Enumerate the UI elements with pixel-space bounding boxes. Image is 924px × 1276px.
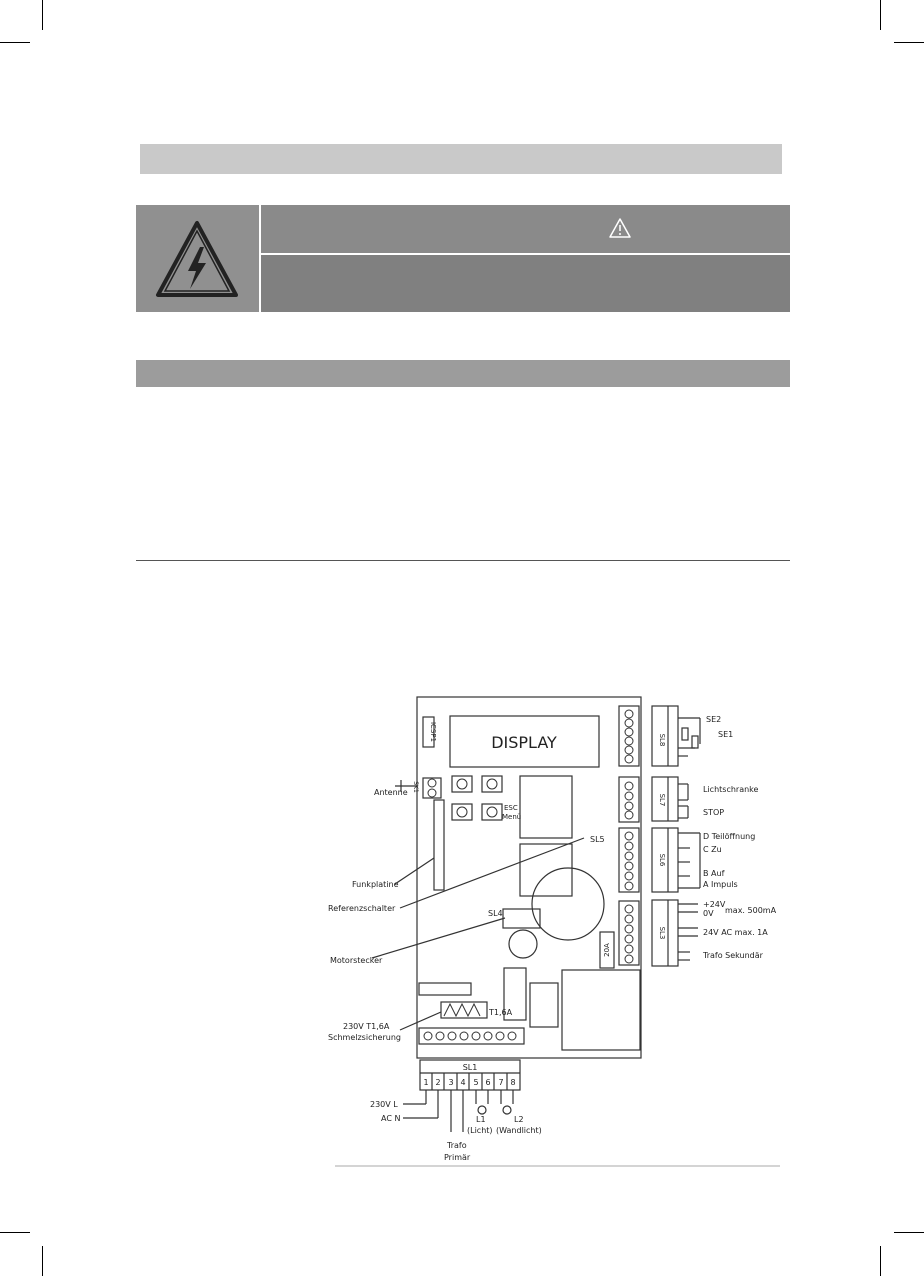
sl5-label: SL5	[590, 835, 605, 844]
warning-title-cell	[261, 205, 790, 253]
max500-label: max. 500mA	[725, 906, 777, 915]
antenna-label: Antenne	[374, 788, 408, 797]
l2-label: L2	[514, 1115, 524, 1124]
sk1-label: SK1	[412, 781, 419, 793]
sl1-pin: 4	[460, 1078, 466, 1087]
ac24-label: 24V AC max. 1A	[703, 928, 768, 937]
impuls-label: A Impuls	[703, 880, 738, 889]
crop-mark	[42, 0, 43, 30]
connector-sl3-label: SL3	[658, 926, 666, 940]
licht-label: (Licht)	[467, 1126, 493, 1135]
funkplatine-label: Funkplatine	[352, 880, 399, 889]
display-label: DISPLAY	[491, 733, 557, 752]
sl1-pin: 3	[448, 1078, 454, 1087]
l-230v-label: 230V L	[370, 1100, 398, 1109]
sl1-pin: 8	[510, 1078, 516, 1087]
sl1-pin: 5	[473, 1078, 479, 1087]
trafo-label: Trafo	[447, 1141, 467, 1150]
crop-mark	[894, 1232, 924, 1233]
crop-mark	[0, 1232, 30, 1233]
stop-label: STOP	[703, 808, 725, 817]
fuse-20a-label: 20A	[603, 943, 611, 957]
crop-mark	[42, 1246, 43, 1276]
sl1-pin: 1	[423, 1078, 429, 1087]
warning-text-cell	[261, 255, 790, 312]
warning-triangle-icon	[608, 217, 632, 239]
crop-mark	[894, 42, 924, 43]
header-band	[140, 144, 782, 174]
l1-label: L1	[476, 1115, 486, 1124]
high-voltage-icon	[136, 205, 259, 312]
zero-v-label: 0V	[703, 909, 714, 918]
se1-label: SE1	[718, 730, 734, 739]
crop-mark	[0, 42, 30, 43]
warning-icon-cell	[136, 205, 259, 312]
t16a-label: T1,6A	[489, 1008, 513, 1017]
separator-line	[136, 560, 790, 561]
wiring-diagram	[300, 690, 800, 1180]
sl1-pin: 6	[485, 1078, 491, 1087]
warning-box	[136, 205, 790, 312]
ac-n-label: AC N	[381, 1114, 401, 1123]
crop-mark	[880, 1246, 881, 1276]
connector-sl7-label: SL7	[658, 793, 666, 807]
connector-sl8-label: SL8	[658, 733, 666, 747]
zu-label: C Zu	[703, 845, 722, 854]
sl4-label: SL4	[488, 909, 503, 918]
motorstecker-label: Motorstecker	[330, 956, 383, 965]
sl1-label: SL1	[462, 1063, 478, 1072]
sl1-pin: 2	[435, 1078, 441, 1087]
fuse-line2-label: Schmelzsicherung	[328, 1033, 401, 1042]
plus24v-label: +24V	[703, 900, 726, 909]
connector-sl6-label: SL6	[658, 853, 666, 867]
wandlicht-label: (Wandlicht)	[496, 1126, 542, 1135]
menu-label: Menü	[502, 813, 522, 821]
auf-label: B Auf	[703, 869, 725, 878]
primaer-label: Primär	[444, 1153, 471, 1162]
trafo-sek-label: Trafo Sekundär	[703, 951, 763, 960]
referenzschalter-label: Referenzschalter	[328, 904, 396, 913]
se2-label: SE2	[706, 715, 722, 724]
icsp-label: ICSP1	[429, 721, 437, 743]
fuse-line1-label: 230V T1,6A	[343, 1022, 390, 1031]
crop-mark	[880, 0, 881, 30]
esc-label: ESC	[504, 804, 518, 812]
teiloeffnung-label: D Teilöffnung	[703, 832, 756, 841]
section-band	[136, 360, 790, 387]
lichtschranke-label: Lichtschranke	[703, 785, 759, 794]
sl1-pin: 7	[498, 1078, 504, 1087]
